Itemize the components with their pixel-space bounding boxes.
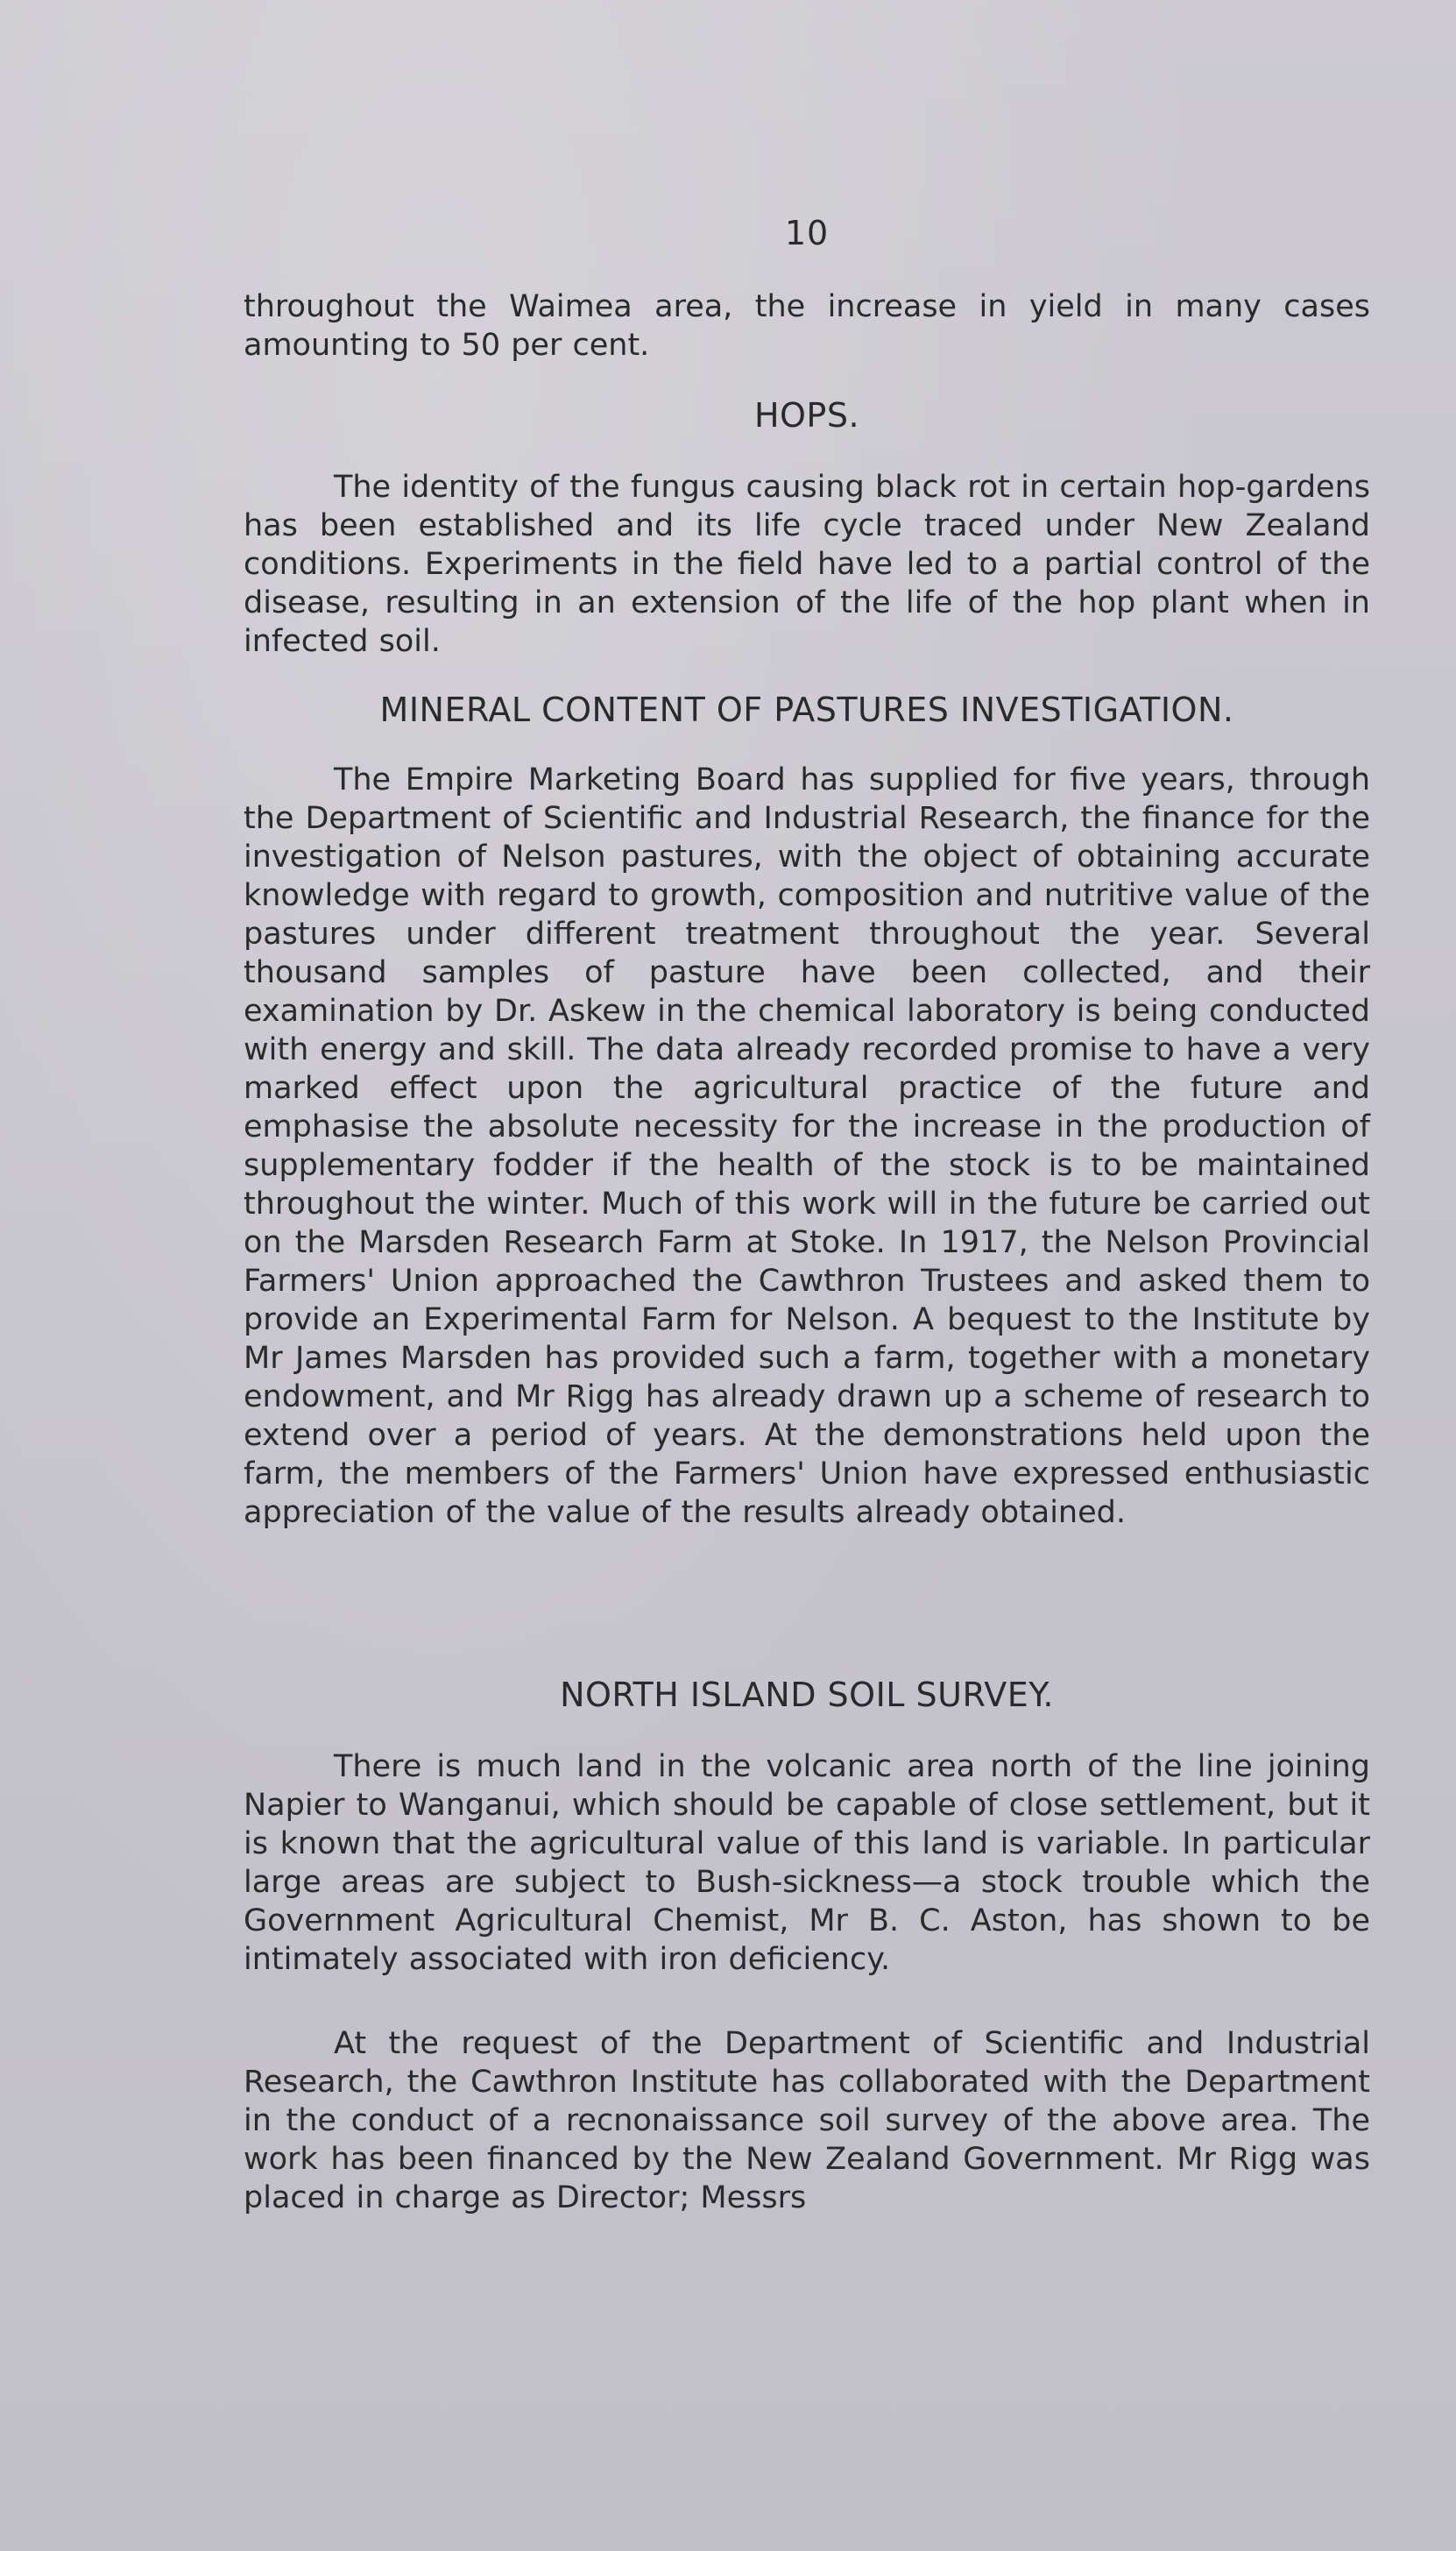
intro-paragraph: throughout the Waimea area, the increase in yield in many cases amounting to 50 per cent. [244, 289, 1370, 363]
paragraph-soil-survey-1: There is much land in the volcanic area north of the line joining Napier to Wanganui, which should be capable of close settlement, but it is known that the agricultural value of this land is variable. In particular large areas are subject to Bush-sickness—a stock trouble which the Government Agricultural Chemist, Mr B. C. Aston, has shown to be intimately associated with iron deficiency. [244, 1749, 1370, 1977]
heading-north-island-soil-survey: NORTH ISLAND SOIL SURVEY. [560, 1676, 1054, 1714]
paragraph-mineral-content: The Empire Marketing Board has supplied for five years, through the Department of Scientific and Industrial Research, the finance for the investigation of Nelson pastures, with the object of obtaining accurate knowledge with regard to growth, composition and nutritive value of the pastures under different treatment throughout the year. Several thousand samples of pasture have been collected, and their examination by Dr. Askew in the chemical laboratory is being conducted with energy and skill. The data already recorded promise to have a very marked effect upon the agricultural practice of the future and emphasise the absolute necessity for the increase in the production of supplementary fodder if the health of the stock is to be maintained throughout the winter. Much of this work will in the future be carried out on the Marsden Research Farm at Stoke. In 1917, the Nelson Provincial Farmers' Union approached the Cawthron Trustees and asked them to provide an Experimental Farm for Nelson. A bequest to the Institute by Mr James Marsden has provided such a farm, together with a monetary endowment, and Mr Rigg has already drawn up a scheme of research to extend over a period of years. At the demonstrations held upon the farm, the members of the Farmers' Union have expressed enthusiastic appreciation of the value of the results already obtained. [244, 762, 1370, 1530]
page-number: 10 [784, 214, 830, 252]
heading-mineral-content: MINERAL CONTENT OF PASTURES INVESTIGATION. [379, 691, 1234, 729]
paragraph-hops: The identity of the fungus causing black rot in certain hop-gardens has been established and its life cycle traced under New Zealand conditions. Experiments in the field have led to a partial control of the disease, resulting in an extension of the life of the hop plant when in infected soil. [244, 470, 1370, 659]
heading-hops: HOPS. [753, 396, 860, 435]
paragraph-soil-survey-2: At the request of the Department of Scientific and Industrial Research, the Cawthron Institute has collaborated with the Department in the conduct of a recnonaissance soil survey of the above area. The work has been financed by the New Zealand Government. Mr Rigg was placed in charge as Director; Messrs [244, 2026, 1370, 2215]
